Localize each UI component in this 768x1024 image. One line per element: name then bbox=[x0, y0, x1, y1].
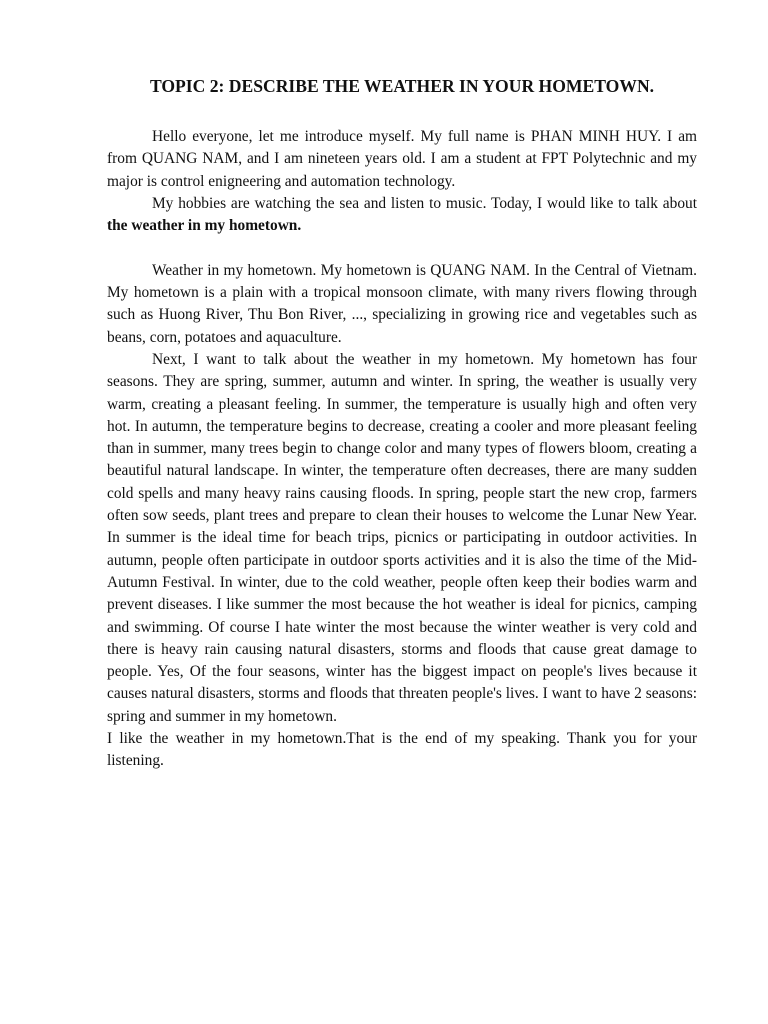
document-body bbox=[107, 126, 697, 773]
intro-paragraph-2-text: My hobbies are watching the sea and listen to music. Today, I would like to talk about bbox=[152, 194, 697, 212]
body-paragraph-2: Next, I want to talk about the weather in my hometown. My hometown has four seasons. They are spring, summer, autumn and winter. In spring, the weather is usually very warm, creating a pleasant feeling. In summer, the temperature is usually high and often very hot. In autumn, the temperature begins to decrease, creating a cooler and more pleasant feeling than in summer, many trees begin to change color and many types of flowers bloom, creating a beautiful natural landscape. In winter, the temperature often decreases, there are many sudden cold spells and many heavy rains causing floods. In spring, people start the new crop, farmers often sow seeds, plant trees and prepare to clean their houses to welcome the Lunar New Year. In summer is the ideal time for beach trips, picnics or participating in outdoor activities. In autumn, people often participate in outdoor sports activities and it is also the time of the Mid-Autumn Festival. In winter, due to the cold weather, people often keep their bodies warm and prevent diseases. I like summer the most because the hot weather is ideal for picnics, camping and swimming. Of course I hate winter the most because the winter weather is very cold and there is heavy rain causing natural disasters, storms and floods that cause great damage to people. Yes, Of the four seasons, winter has the biggest impact on people's lives because it causes natural disasters, storms and floods that threaten people's lives. I want to have 2 seasons: spring and summer in my hometown. bbox=[107, 350, 697, 725]
intro-paragraph-2 bbox=[107, 193, 697, 238]
closing-paragraph: I like the weather in my hometown.That is the end of my speaking. Thank you for your listening. bbox=[107, 730, 697, 770]
intro-paragraph-2-bold: the weather in my hometown. bbox=[107, 217, 302, 235]
paragraph-gap bbox=[107, 237, 697, 259]
intro-paragraph-1: Hello everyone, let me introduce myself. My full name is PHAN MINH HUY. I am from QUANG NAM, and I am nineteen years old. I am a student at FPT Polytechnic and my major is control enigneering and automation technology. bbox=[107, 128, 697, 190]
document-title: TOPIC 2: DESCRIBE THE WEATHER IN YOUR HOMETOWN. bbox=[149, 76, 655, 96]
body-paragraph-1: Weather in my hometown. My hometown is QUANG NAM. In the Central of Vietnam. My hometown is a plain with a tropical monsoon climate, with many rivers flowing through such as Huong River, Thu Bon River, ..., specializing in growing rice and vegetables such as beans, corn, potatoes and aquaculture. bbox=[107, 261, 697, 346]
